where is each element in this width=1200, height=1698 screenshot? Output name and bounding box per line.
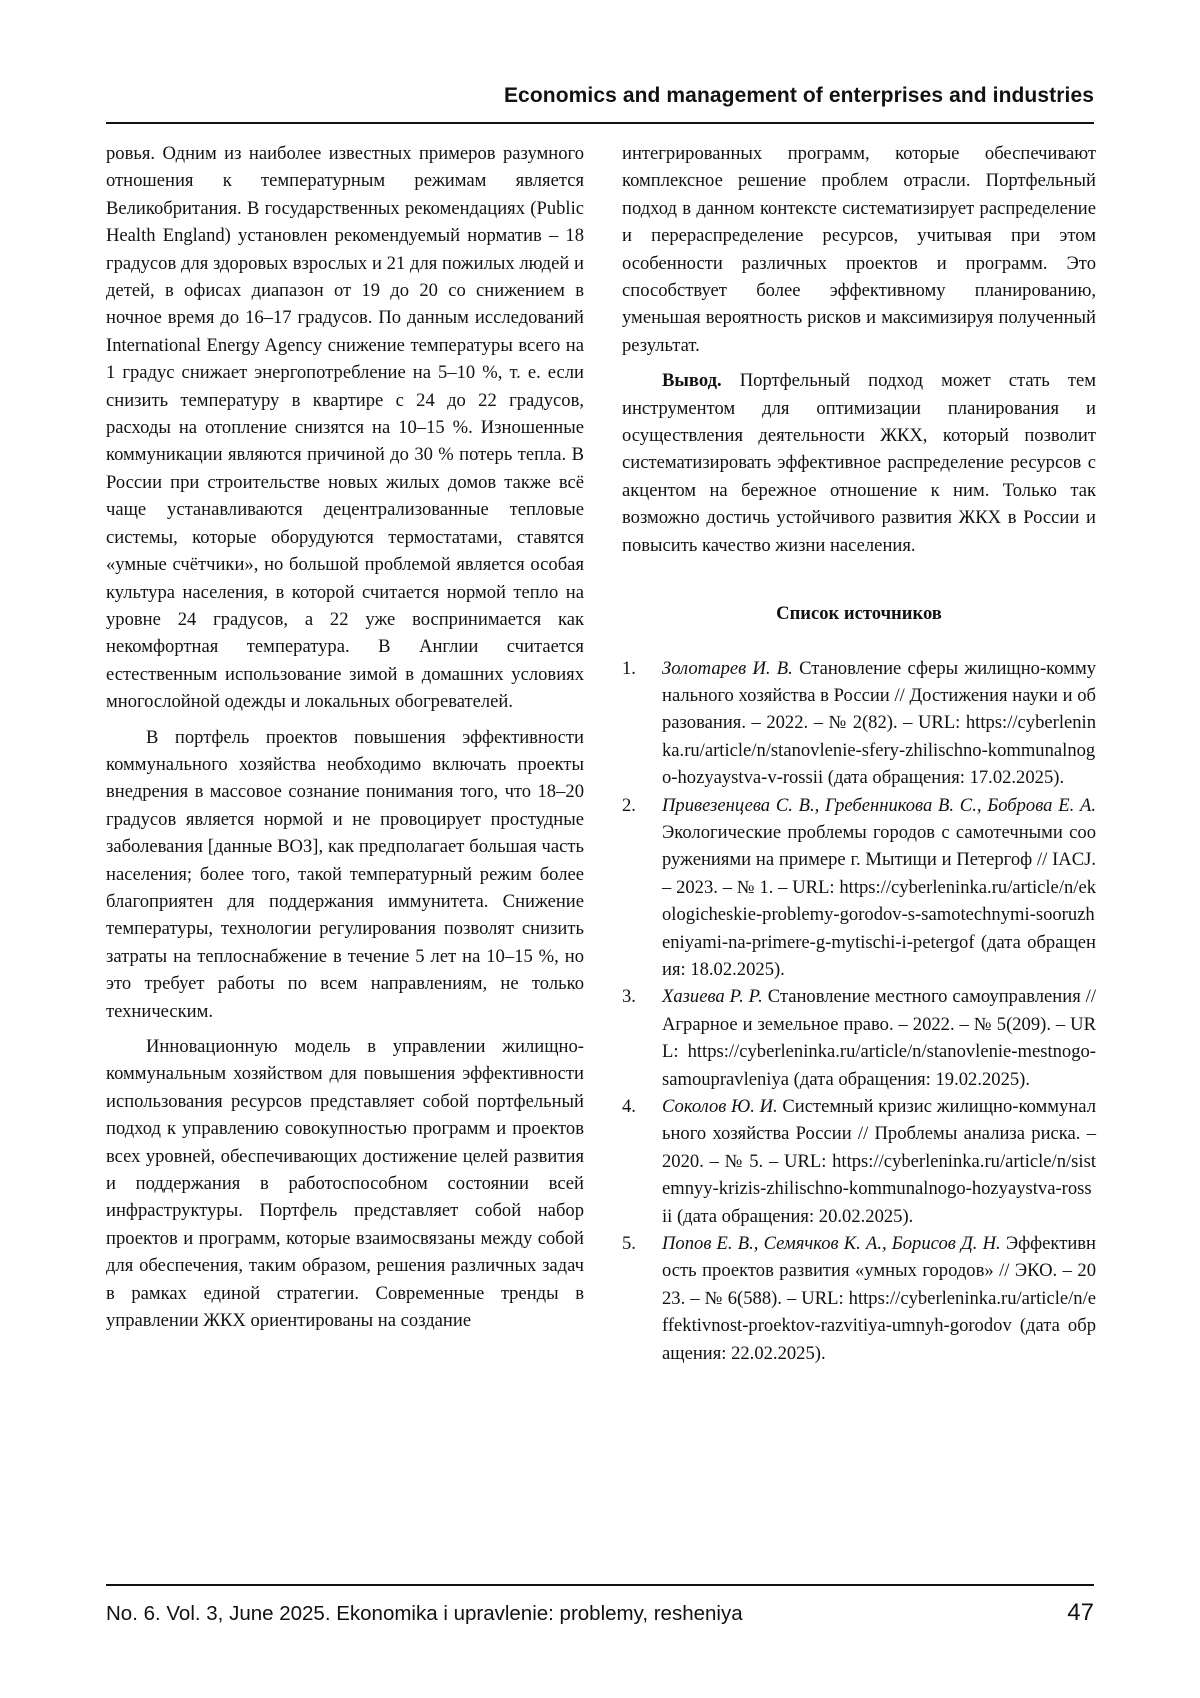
page-footer [106, 1599, 1094, 1627]
conclusion-paragraph [622, 367, 1096, 559]
reference-item [622, 655, 1096, 792]
footer-rule [106, 1584, 1094, 1586]
header-rule [106, 122, 1094, 124]
body-paragraph: В портфель проектов повышения эффективности коммунального хозяйства необходимо включать проекты внедрения в массовое сознание понимания того, что 18–20 градусов является нормой и не провоцирует простудные заболевания [данные ВОЗ], как предполагает большая часть населения; более того, такой температурный режим более благоприятен для поддержания иммунитета. Снижение температуры, технологии регулирования позволят снизить затраты на теплоснабжение в течение 5 лет на 10–15 %, но это требует работы по всем направлениям, не только техническим. [106, 726, 584, 1022]
reference-text: Эффективность проектов развития «умных городов» // ЭКО. – 2023. – № 6(588). – URL: https://cyberleninka.ru/article/n/effektivnost-proektov-razvitiya-umnyh-gorodov (дата обращения: 22.02.2025). [662, 1233, 1097, 1364]
reference-text: Системный кризис жилищно-коммунального хозяйства России // Проблемы анализа риска. – 2020. – № 5. – URL: https://cyberleninka.ru/article/n/sistemnyy-krizis-zhilischno-kommunalnogo-hozyaystva-rossii (дата обращения: 20.02.2025). [662, 1096, 1096, 1227]
page-number: 47 [1067, 1599, 1094, 1626]
reference-text: Становление местного самоуправления // Аграрное и земельное право. – 2022. – № 5(209). – URL: https://cyberleninka.ru/article/n/stanovlenie-mestnogo-samoupravleniya (дата обращения: 19.02.2025). [662, 986, 1096, 1090]
reference-number: 5. [622, 1233, 636, 1255]
references-list [622, 655, 1096, 1368]
reference-authors: Соколов Ю. И. [662, 1096, 778, 1117]
reference-number: 2. [622, 794, 636, 816]
reference-item [622, 983, 1096, 1093]
journal-section-header: Economics and management of enterprises and industries [503, 84, 1094, 107]
footer-citation: No. 6. Vol. 3, June 2025. Ekonomika i upravlenie: problemy, resheniya [106, 1602, 743, 1625]
conclusion-label: Вывод. [662, 370, 722, 392]
reference-authors: Золотарев И. В. [662, 657, 793, 679]
body-paragraph: интегрированных программ, которые обеспечивают комплексное решение проблем отрасли. Портфельный подход в данном контексте систематизирует распределение и перераспределение ресурсов, учитывая при этом особенности различных проектов и программ. Это способствует более эффективному планированию, уменьшая вероятность рисков и максимизируя полученный результат. [622, 143, 1096, 356]
conclusion-text: Портфельный подход может стать тем инструментом для оптимизации планирования и осуществления деятельности ЖКХ, который позволит систематизировать эффективное распределение ресурсов с акцентом на бережное отношение к ним. Только так возможно достичь устойчивого развития ЖКХ в России и повысить качество жизни населения. [622, 370, 1096, 556]
left-column [106, 140, 584, 1334]
reference-authors: Хазиева Р. Р. [662, 986, 763, 1008]
right-column [622, 140, 1096, 1367]
references-title: Список источников [776, 603, 942, 625]
reference-text: Экологические проблемы городов с самотечными сооружениями на примере г. Мытищи и Петергоф // IACJ. – 2023. – № 1. – URL: https://cyberleninka.ru/article/n/ekologicheskie-problemy-gorodov-s-samotechnymi-sooruzheniyami-na-primere-g-mytischi-i-petergof (дата обращения: 18.02.2025). [662, 821, 1096, 980]
reference-number: 3. [622, 986, 636, 1008]
reference-item [622, 792, 1096, 984]
reference-item [622, 1230, 1096, 1367]
body-paragraph: Инновационную модель в управлении жилищно-коммунальным хозяйством для повышения эффективности использования ресурсов представляет собой портфельный подход к управлению совокупностью программ и проектов всех уровней, обеспечивающих достижение целей развития и поддержания в работоспособном состоянии всей инфраструктуры. Портфель представляет собой набор проектов и программ, которые взаимосвязаны между собой для обеспечения, таким образом, решения различных задач в рамках единой стратегии. Современные тренды в управлении ЖКХ ориентированы на создание [106, 1036, 584, 1332]
reference-text: Становление сферы жилищно-коммунального хозяйства в России // Достижения науки и образования. – 2022. – № 2(82). – URL: https://cyberleninka.ru/article/n/stanovlenie-sfery-zhilischno-kommunalnogo-hozyaystva-v-rossii (дата обращения: 17.02.2025). [662, 657, 1097, 789]
reference-item [622, 1093, 1096, 1230]
reference-authors: Попов Е. В., Семячков К. А., Борисов Д. Н. [662, 1233, 1001, 1255]
body-paragraph: ровья. Одним из наиболее известных примеров разумного отношения к температурным режимам является Великобритания. В государственных рекомендациях (Public Health England) установлен рекомендуемый норматив – 18 градусов для здоровых взрослых и 21 для пожилых людей и детей, в офисах диапазон от 19 до 20 со снижением в ночное время до 16–17 градусов. По данным исследований International Energy Agency снижение температуры всего на 1 градус снижает энергопотребление на 5–10 %, т. е. если снизить температуру в квартире с 24 до 22 градусов, расходы на отопление снизятся на 10–15 %. Изношенные коммуникации являются причиной до 30 % потерь тепла. В России при строительстве новых жилых домов также всё чаще устанавливаются децентрализованные тепловые системы, которые оборудуются термостатами, ставятся «умные счётчики», но большой проблемой является особая культура населения, в которой считается нормой тепло на уровне 24 градусов, а 22 уже воспринимается как некомфортная температура. В Англии считается естественным использование зимой в домашних условиях многослойной одежды и локальных обогревателей. [106, 143, 584, 713]
reference-number: 4. [622, 1096, 636, 1117]
reference-authors: Привезенцева С. В., Гребенникова В. С., Боброва Е. А. [662, 794, 1096, 816]
reference-number: 1. [622, 657, 636, 679]
